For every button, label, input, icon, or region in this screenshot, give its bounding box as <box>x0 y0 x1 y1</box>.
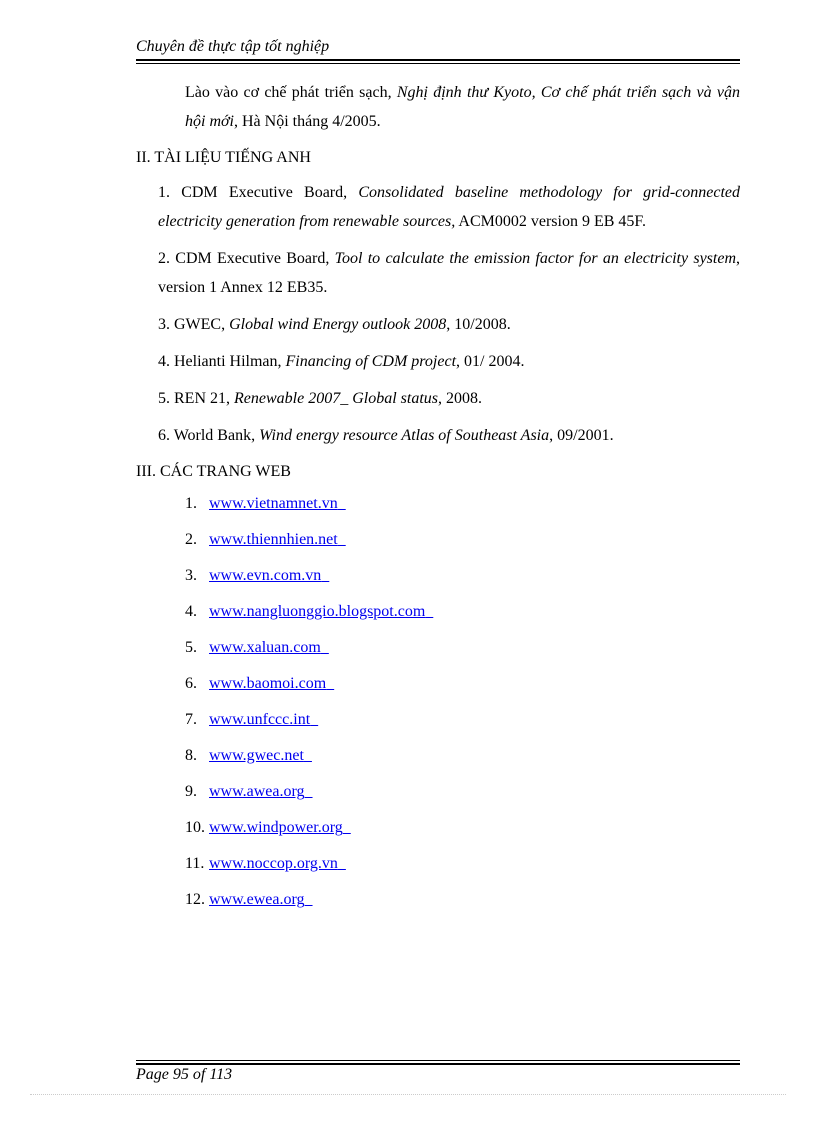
list-item: 11. www.noccop.org.vn <box>136 846 740 882</box>
list-item: 10. www.windpower.org <box>136 810 740 846</box>
reference-item: 5. REN 21, Renewable 2007_ Global status, 2008. <box>158 390 482 407</box>
website-list <box>136 486 740 918</box>
page-boundary <box>30 1094 786 1095</box>
page-header-title: Chuyên đề thực tập tốt nghiệp <box>136 38 330 55</box>
website-link[interactable]: www.unfccc.int <box>209 711 311 728</box>
intro-text: Lào vào cơ chế phát triển sạch, <box>185 84 397 101</box>
reference-item: 3. GWEC, Global wind Energy outlook 2008, 10/2008. <box>158 316 511 333</box>
website-link[interactable]: www.evn.com.vn <box>209 567 322 584</box>
reference-item: 4. Helianti Hilman, Financing of CDM project, 01/ 2004. <box>158 353 525 370</box>
website-link[interactable]: www.ewea.org <box>209 891 305 908</box>
list-item: 7. www.unfccc.int <box>136 702 740 738</box>
section-heading-websites: III. CÁC TRANG WEB <box>136 463 291 480</box>
intro-tail: , Hà Nội tháng 4/2005. <box>233 113 381 130</box>
website-link[interactable]: www.noccop.org.vn <box>209 855 338 872</box>
list-item: 2. www.thiennhien.net <box>136 522 740 558</box>
website-link[interactable]: www.baomoi.com <box>209 675 327 692</box>
website-link[interactable]: www.windpower.org <box>209 819 343 836</box>
page-content <box>136 78 740 918</box>
list-item: 8. www.gwec.net <box>136 738 740 774</box>
list-item: 9. www.awea.org <box>136 774 740 810</box>
list-item: 6. www.baomoi.com <box>136 666 740 702</box>
website-link[interactable]: www.nangluonggio.blogspot.com <box>209 603 426 620</box>
reference-item: 6. World Bank, Wind energy resource Atlas of Southeast Asia, 09/2001. <box>158 427 614 444</box>
list-item: 1. www.vietnamnet.vn <box>136 486 740 522</box>
website-link[interactable]: www.thiennhien.net <box>209 531 338 548</box>
section-heading-english: II. TÀI LIỆU TIẾNG ANH <box>136 149 311 166</box>
list-item: 12. www.ewea.org <box>136 882 740 918</box>
website-link[interactable]: www.xaluan.com <box>209 639 321 656</box>
website-link[interactable]: www.gwec.net <box>209 747 304 764</box>
footer-rule <box>136 1060 740 1065</box>
intro-italic: Nghị định thư Kyoto, Cơ chế phát triển sạch và vận hội mới <box>185 84 741 130</box>
page-number: Page 95 of 113 <box>136 1066 233 1083</box>
reference-item: 2. CDM Executive Board, Tool to calculate the emission factor for an electricity system, version 1 Annex 12 EB35. <box>158 250 740 296</box>
list-item: 4. www.nangluonggio.blogspot.com <box>136 594 740 630</box>
reference-item: 1. CDM Executive Board, Consolidated baseline methodology for grid-connected electricity generation from renewable sources, ACM0002 version 9 EB 45F. <box>158 184 740 230</box>
list-item: 3. www.evn.com.vn <box>136 558 740 594</box>
intro-paragraph <box>185 78 740 136</box>
website-link[interactable]: www.awea.org <box>209 783 305 800</box>
header-rule <box>136 59 740 64</box>
list-item: 5. www.xaluan.com <box>136 630 740 666</box>
website-link[interactable]: www.vietnamnet.vn <box>209 495 338 512</box>
